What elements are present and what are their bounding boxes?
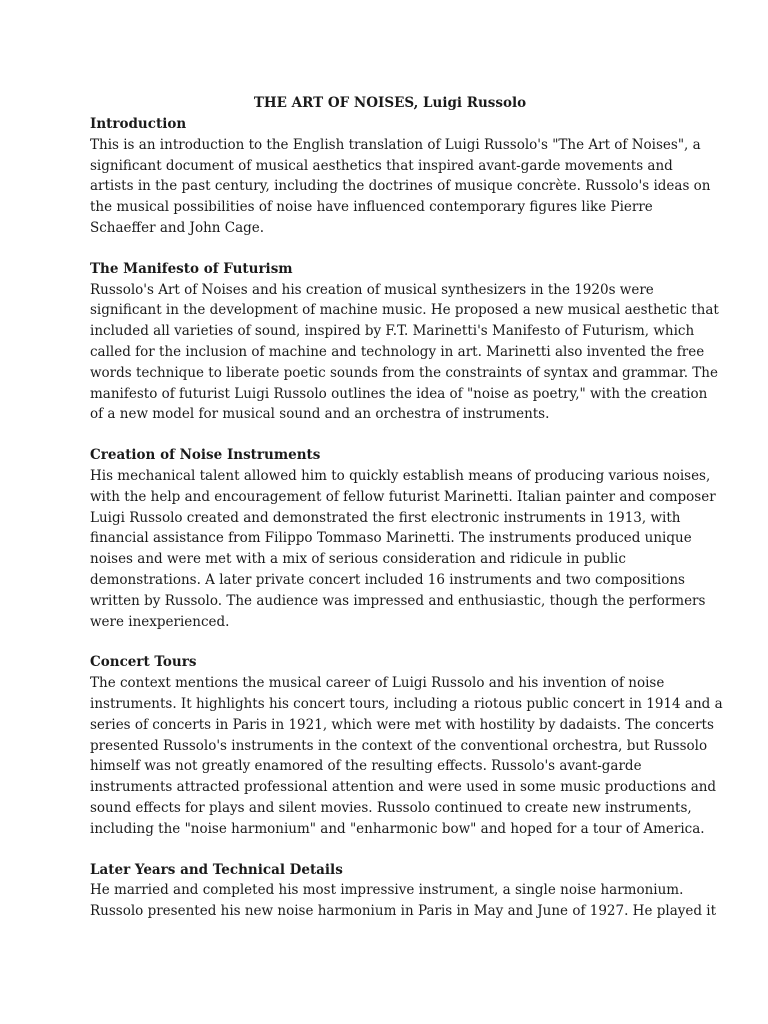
body-line: Russolo presented his new noise harmonium in Paris in May and June of 1927. He played it bbox=[90, 903, 717, 920]
section-creation-of-noise-instruments bbox=[90, 445, 716, 632]
section-body bbox=[90, 135, 711, 239]
body-line: instruments. It highlights his concert tours, including a riotous public concert in 1914 and a bbox=[90, 695, 723, 712]
body-line: He married and completed his most impressive instrument, a single noise harmonium. bbox=[90, 882, 684, 899]
body-line: This is an introduction to the English translation of Luigi Russolo's "The Art of Noises", a bbox=[90, 136, 701, 153]
section-body bbox=[90, 466, 716, 632]
document-content bbox=[90, 93, 723, 942]
body-line: demonstrations. A later private concert included 16 instruments and two compositions bbox=[90, 571, 685, 588]
section-heading: Later Years and Technical Details bbox=[90, 861, 343, 878]
body-line: noises and were met with a mix of serious consideration and ridicule in public bbox=[90, 551, 626, 568]
body-line: the musical possibilities of noise have influenced contemporary figures like Pierre bbox=[90, 199, 653, 216]
section-introduction bbox=[90, 114, 711, 239]
section-heading: The Manifesto of Futurism bbox=[90, 260, 293, 277]
body-line: sound effects for plays and silent movies. Russolo continued to create new instruments, bbox=[90, 799, 692, 816]
body-line: words technique to liberate poetic sounds from the constraints of syntax and grammar. The bbox=[90, 364, 718, 381]
section-manifesto-of-futurism bbox=[90, 259, 719, 425]
body-line: including the "noise harmonium" and "enharmonic bow" and hoped for a tour of America. bbox=[90, 820, 705, 837]
body-line: with the help and encouragement of fellow futurist Marinetti. Italian painter and composer bbox=[90, 488, 716, 505]
body-line: presented Russolo's instruments in the context of the conventional orchestra, but Russolo bbox=[90, 737, 708, 754]
body-line: himself was not greatly enamored of the resulting effects. Russolo's avant-garde bbox=[90, 758, 642, 775]
body-line: artists in the past century, including the doctrines of musique concrète. Russolo's ideas on bbox=[90, 178, 711, 195]
document-title: THE ART OF NOISES, Luigi Russolo bbox=[253, 95, 527, 111]
section-later-years bbox=[90, 860, 717, 922]
section-body bbox=[90, 880, 717, 922]
body-line: included all varieties of sound, inspired by F.T. Marinetti's Manifesto of Futurism, which bbox=[90, 323, 695, 340]
body-line: His mechanical talent allowed him to quickly establish means of producing various noises, bbox=[90, 467, 711, 484]
body-line: Schaeffer and John Cage. bbox=[90, 219, 265, 236]
section-heading: Creation of Noise Instruments bbox=[90, 447, 321, 464]
body-line: series of concerts in Paris in 1921, which were met with hostility by dadaists. The concerts bbox=[90, 716, 714, 733]
body-line: significant in the development of machine music. He proposed a new musical aesthetic that bbox=[90, 302, 719, 319]
body-line: of a new model for musical sound and an orchestra of instruments. bbox=[90, 406, 550, 423]
body-line: manifesto of futurist Luigi Russolo outlines the idea of "noise as poetry," with the creation bbox=[90, 385, 708, 402]
body-line: written by Russolo. The audience was impressed and enthusiastic, though the performers bbox=[90, 592, 706, 609]
body-line: instruments attracted professional attention and were used in some music productions and bbox=[90, 779, 717, 796]
body-line: Russolo's Art of Noises and his creation of musical synthesizers in the 1920s were bbox=[90, 281, 654, 298]
section-heading: Introduction bbox=[90, 116, 187, 132]
section-body bbox=[90, 673, 723, 839]
body-line: Luigi Russolo created and demonstrated the first electronic instruments in 1913, with bbox=[90, 509, 681, 526]
body-line: The context mentions the musical career of Luigi Russolo and his invention of noise bbox=[90, 675, 665, 692]
section-heading: Concert Tours bbox=[90, 654, 197, 671]
body-line: financial assistance from Filippo Tommaso Marinetti. The instruments produced unique bbox=[90, 530, 692, 547]
body-line: were inexperienced. bbox=[90, 613, 230, 630]
section-concert-tours bbox=[90, 652, 723, 839]
body-line: significant document of musical aesthetics that inspired avant-garde movements and bbox=[90, 157, 673, 174]
body-line: called for the inclusion of machine and technology in art. Marinetti also invented the free bbox=[90, 343, 705, 360]
section-body bbox=[90, 280, 719, 426]
